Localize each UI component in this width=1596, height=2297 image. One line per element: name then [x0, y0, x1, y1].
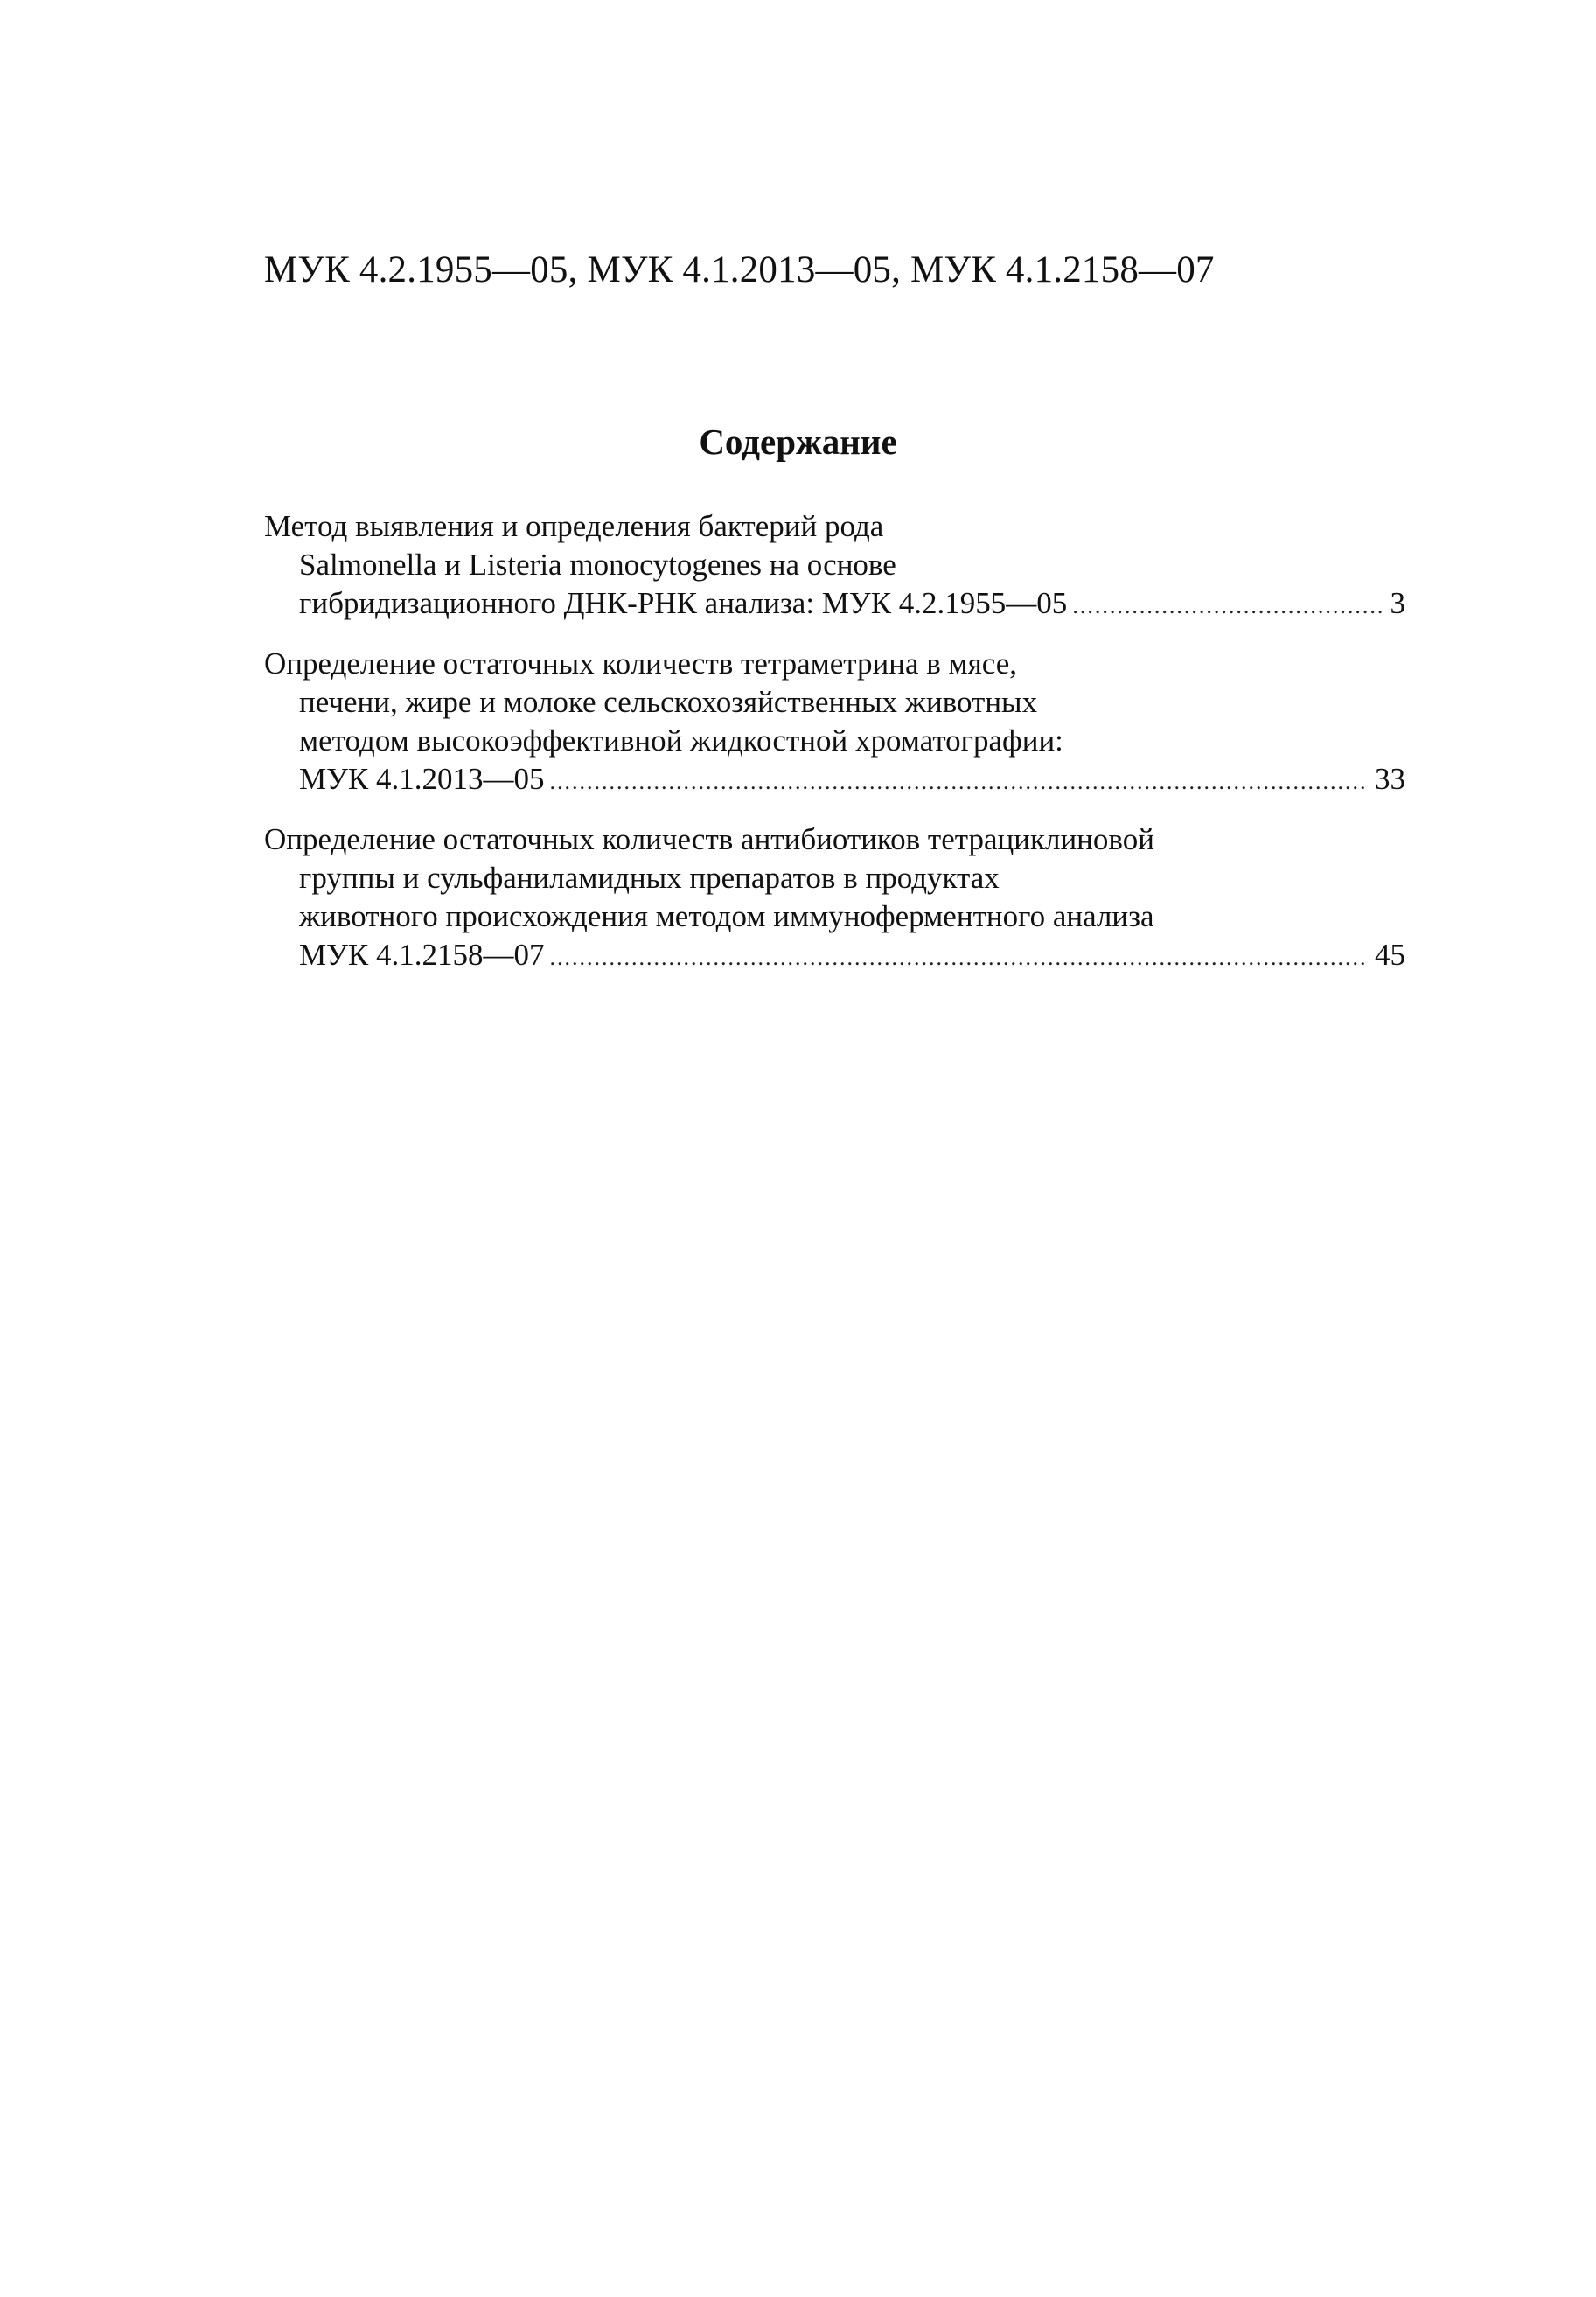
toc-entry-line: методом высокоэффективной жидкостной хроматографии: — [299, 723, 1063, 758]
toc-title: Содержание — [699, 422, 897, 462]
toc-entry-line: Определение остаточных количеств антибиотиков тетрациклиновой — [264, 822, 1154, 856]
toc-entry-line: МУК 4.1.2158—07 — [299, 938, 545, 972]
running-header: МУК 4.2.1955—05, МУК 4.1.2013—05, МУК 4.1.2158—07 — [264, 249, 1215, 290]
toc-entry[interactable] — [264, 507, 1405, 625]
toc-entry-line: печени, жире и молоке сельскохозяйственных животных — [299, 685, 1038, 719]
toc-page-number: 33 — [1375, 762, 1405, 796]
toc-page-number: 3 — [1390, 586, 1405, 620]
toc-entry-line: гибридизационного ДНК-РНК анализа: МУК 4.2.1955—05 — [299, 586, 1068, 620]
dot-leader — [550, 939, 1370, 977]
table-of-contents — [264, 507, 1405, 996]
toc-entry-line: Метод выявления и определения бактерий рода — [264, 509, 884, 543]
toc-entry-line: Salmonella и Listeria monocytogenes на основе — [299, 548, 896, 582]
toc-entry-line: группы и сульфаниламидных препаратов в продуктах — [299, 861, 1000, 895]
toc-entry-line: МУК 4.1.2013—05 — [299, 762, 545, 796]
toc-entry-last-line — [264, 936, 1405, 977]
toc-entry-line: Определение остаточных количеств тетраметрина в мясе, — [264, 646, 1018, 681]
dot-leader — [1072, 587, 1384, 625]
toc-entry[interactable] — [264, 645, 1405, 801]
toc-page-number: 45 — [1375, 938, 1405, 972]
dot-leader — [550, 763, 1370, 801]
toc-entry-last-line — [264, 584, 1405, 625]
toc-entry-last-line — [264, 760, 1405, 801]
toc-entry[interactable] — [264, 820, 1405, 977]
toc-entry-line: животного происхождения методом иммуноферментного анализа — [299, 899, 1154, 933]
